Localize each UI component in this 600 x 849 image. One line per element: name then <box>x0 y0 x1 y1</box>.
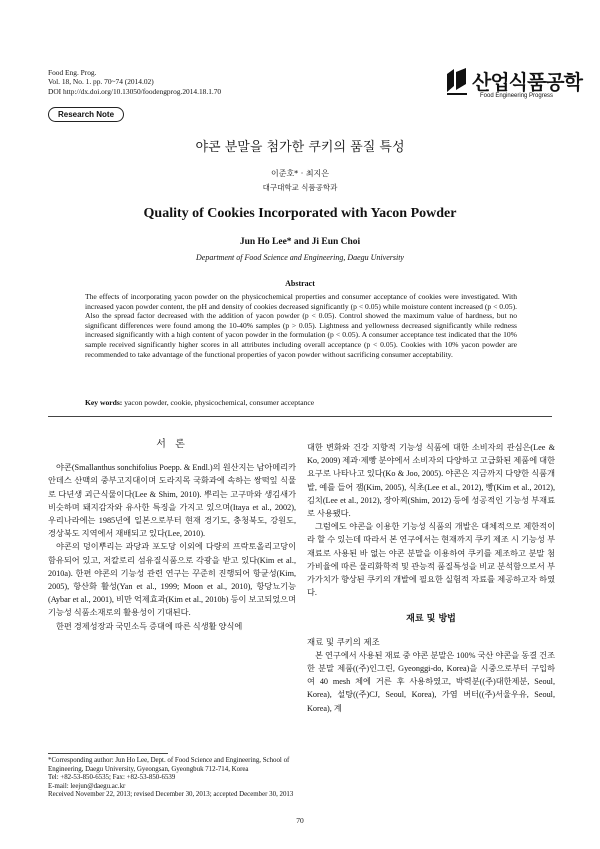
journal-logo-subtitle: Food Engineering Progress <box>480 93 554 99</box>
keywords <box>85 398 517 407</box>
journal-logo-title: 산업식품공학 <box>472 70 582 94</box>
english-title: Quality of Cookies Incorporated with Yacon Powder <box>143 206 457 221</box>
methods-heading: 재료 및 방법 <box>406 614 456 625</box>
introduction-heading: 서 론 <box>156 439 188 450</box>
footnote <box>48 757 298 800</box>
keywords-text: yacon powder, cookie, physicochemical, consumer acceptance <box>124 398 315 407</box>
journal-logo-mark-icon <box>444 66 470 96</box>
paragraph: 야콘의 덩이뿌리는 과당과 포도당 이외에 다량의 프락토올리고당이 함유되어 있고, 저칼로리 섬유질식품으로 각광을 받고 있다(Kim et al., 2010a). 한편 야콘의 기능성 관련 연구는 꾸준히 진행되어 항균성(Kim, 2005), 항산화 활성(Yan et al., 1999; Moon et al., 2010), 항당뇨기능(Aybar et al., 2001), 비만 억제효과(Kim et al., 2010b) 등이 보고되었으며 기능성 식품소재로의 활용성이 기대된다. <box>48 542 296 618</box>
footnote-corresponding: *Corresponding author: Jun Ho Lee, Dept. of Food Science and Engineering, School of Engineering, Daegu University, Gyeongsan, Gyeongbuk 712-714, Korea <box>48 757 290 773</box>
english-authors: Jun Ho Lee* and Ji Eun Choi <box>239 237 361 247</box>
keywords-label: Key words: <box>85 398 123 407</box>
journal-name: Food Eng. Prog. <box>48 68 97 77</box>
english-affiliation: Department of Food Science and Engineering, Daegu University <box>196 253 404 262</box>
paragraph: 야콘(Smallanthus sonchifolius Poepp. & Endl.)의 원산지는 남아메리카 안데스 산맥의 중부고지대이며 도라지목 국화과에 속하는 쌍떡잎 식물로 다년생 괴근식물이다(Lee & Shim, 2010). 뿌리는 고구마와 생김새가 비슷하며 돼지감자와 유사한 특징을 가지고 있으며(Itaya et al., 2002), 우리나라에는 1985년에 일본으로부터 현재 경기도, 충청북도, 강원도, 경상북도 지역에서 재배되고 있다(Lee, 2010). <box>48 463 296 539</box>
paragraph: 본 연구에서 사용된 재료 중 야콘 분말은 100% 국산 야콘을 동결 건조한 분말 제품((주)인그린, Gyeonggi-do, Korea)을 시중으로부터 구입하여 40 mesh 체에 거른 후 사용하였고, 박력분((주)대한제분, Seoul, Korea), 설탕((주)CJ, Seoul, Korea), 가염 버터((주)서울우유, Seoul, Korea), 계 <box>307 650 555 713</box>
paragraph: 그럼에도 야콘을 이용한 기능성 식품의 개발은 대체적으로 제한적이라 할 수 있는데 따라서 본 연구에서는 현재까지 쿠키 제조 시 기능성 부재료로 사용된 바 없는 야콘 분말을 이용하여 쿠키를 제조하고 분말 첨가비율에 따른 물리화학적 및 관능적 품질특성을 비교 분석함으로서 부가가치가 향상된 쿠키의 개발에 필요한 실험적 자료를 제공하고자 하였다. <box>307 522 555 598</box>
page-number: 70 <box>296 816 304 825</box>
right-column <box>307 441 555 715</box>
article-type-badge: Research Note <box>48 107 124 122</box>
methods-subheading: 재료 및 쿠키의 제조 <box>307 636 380 647</box>
abstract-heading: Abstract <box>285 279 315 288</box>
journal-logo <box>444 66 582 106</box>
journal-info <box>48 68 221 96</box>
korean-authors: 이준호* · 최지은 <box>271 169 329 178</box>
journal-doi: DOI http://dx.doi.org/10.13050/foodengprog.2014.18.1.70 <box>48 86 222 96</box>
abstract-text: The effects of incorporating yacon powder on the physicochemical properties and consumer acceptance of cookies were investigated. With increased yacon powder content, the pH and density of cookies decreased significantly (p < 0.05) while moisture content increased (p < 0.05). Also the spread factor decreased with the addition of yacon powder (p < 0.05). Control showed the maximum value of hardness, but no significant differences were found among the 10-40% samples (p > 0.05). Lightness and yellowness decreased significantly while redness increased significantly with a high content of yacon powder in the formulation (p < 0.05). A consumer acceptance test indicated that the 10% sample received significantly higher scores in all attributes including overall acceptance (p < 0.05). Cookies with 10% yacon powder are recommended to take advantage of the functional properties of yacon powder without sacrificing consumer acceptability. <box>85 292 517 359</box>
korean-title: 야콘 분말을 첨가한 쿠키의 품질 특성 <box>195 140 405 155</box>
footnote-dates: Received November 22, 2013; revised December 30, 2013; accepted December 30, 2013 <box>48 791 294 799</box>
left-column <box>48 438 296 633</box>
korean-affiliation: 대구대학교 식품공학과 <box>262 183 338 192</box>
footnote-phone: Tel: +82-53-850-6535; Fax: +82-53-850-6539 <box>48 774 176 782</box>
section-divider <box>48 416 552 417</box>
paragraph: 한편 경제성장과 국민소득 증대에 따른 식생활 양식에 <box>56 621 243 631</box>
paragraph: 대한 변화와 건강 지향적 기능성 식품에 대한 소비자의 관심은(Lee & Ko, 2009) 제과·제빵 분야에서 소비자의 다양하고 고급화된 제품에 대한 요구로 나타나고 있다(Ko & Joo, 2005). 야콘은 지금까지 다양한 식품개발, 예를 들어 잼(Kim, 2005), 식초(Lee et al., 2012), 빵(Kim et al., 2012), 김치(Lee et al., 2012), 장아찌(Shim, 2012) 등에 성공적인 기능성 부재료로 사용됐다. <box>307 443 555 519</box>
footnote-rule <box>48 753 168 754</box>
journal-volume: Vol. 18, No. 1. pp. 70~74 (2014.02) <box>48 77 154 87</box>
footnote-email: E-mail: leejun@daegu.ac.kr <box>48 782 126 790</box>
